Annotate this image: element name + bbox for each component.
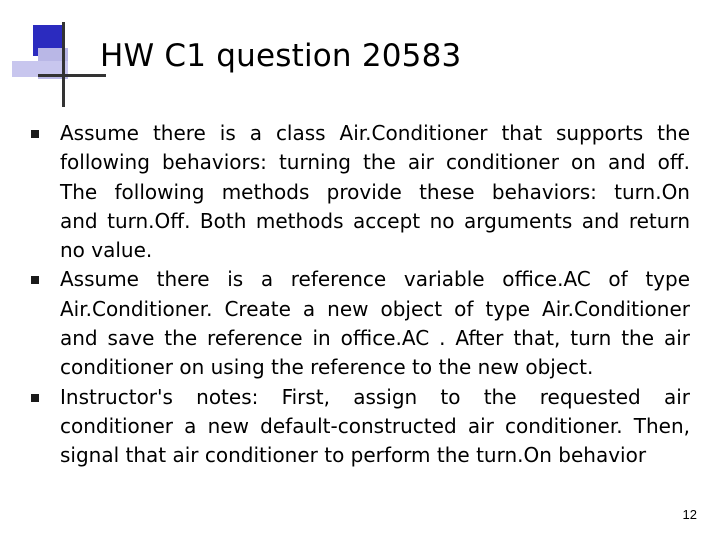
bullet-item-2: [0, 265, 690, 382]
bullet-1-line-1: Assume there is a class Air.Conditioner that supports the: [60, 121, 690, 145]
bullet-list: [0, 119, 720, 471]
slide-title: HW C1 question 20583: [100, 38, 462, 74]
bullet-3-line-2: conditioner a new default-constructed air conditioner. Then,: [60, 413, 690, 438]
bullet-item-1: [0, 119, 690, 265]
bullet-1-line-5: no value.: [60, 238, 153, 263]
bullet-item-3: [0, 383, 690, 471]
bullet-2-line-1: Assume there is a reference variable office.AC of type: [60, 267, 690, 292]
bullet-1-line-4: and turn.Off. Both methods accept no arguments and return: [60, 208, 690, 233]
bullet-square-icon: [31, 276, 39, 284]
corner-decoration: [0, 0, 110, 110]
bullet-2-line-2: Air.Conditioner. Create a new object of type Air.Conditioner: [60, 296, 690, 321]
bullet-square-icon: [31, 394, 39, 402]
decoration-horizontal-line: [38, 74, 106, 77]
bullet-2-line-4: conditioner on using the reference to the new object.: [60, 355, 594, 380]
decoration-vertical-line: [62, 22, 65, 107]
bullet-2-line-3: and save the reference in office.AC . After that, turn the air: [60, 326, 690, 351]
bullet-1-line-2: following behaviors: turning the air conditioner on and off.: [60, 150, 690, 175]
bullet-3-line-3: signal that air conditioner to perform the turn.On behavior: [60, 443, 647, 468]
bullet-3-line-1: Instructor's notes: First, assign to the requested air: [60, 384, 690, 409]
bullet-square-icon: [31, 130, 39, 138]
page-number: 12: [682, 507, 697, 522]
bullet-1-line-3: The following methods provide these behaviors: turn.On: [60, 179, 690, 204]
